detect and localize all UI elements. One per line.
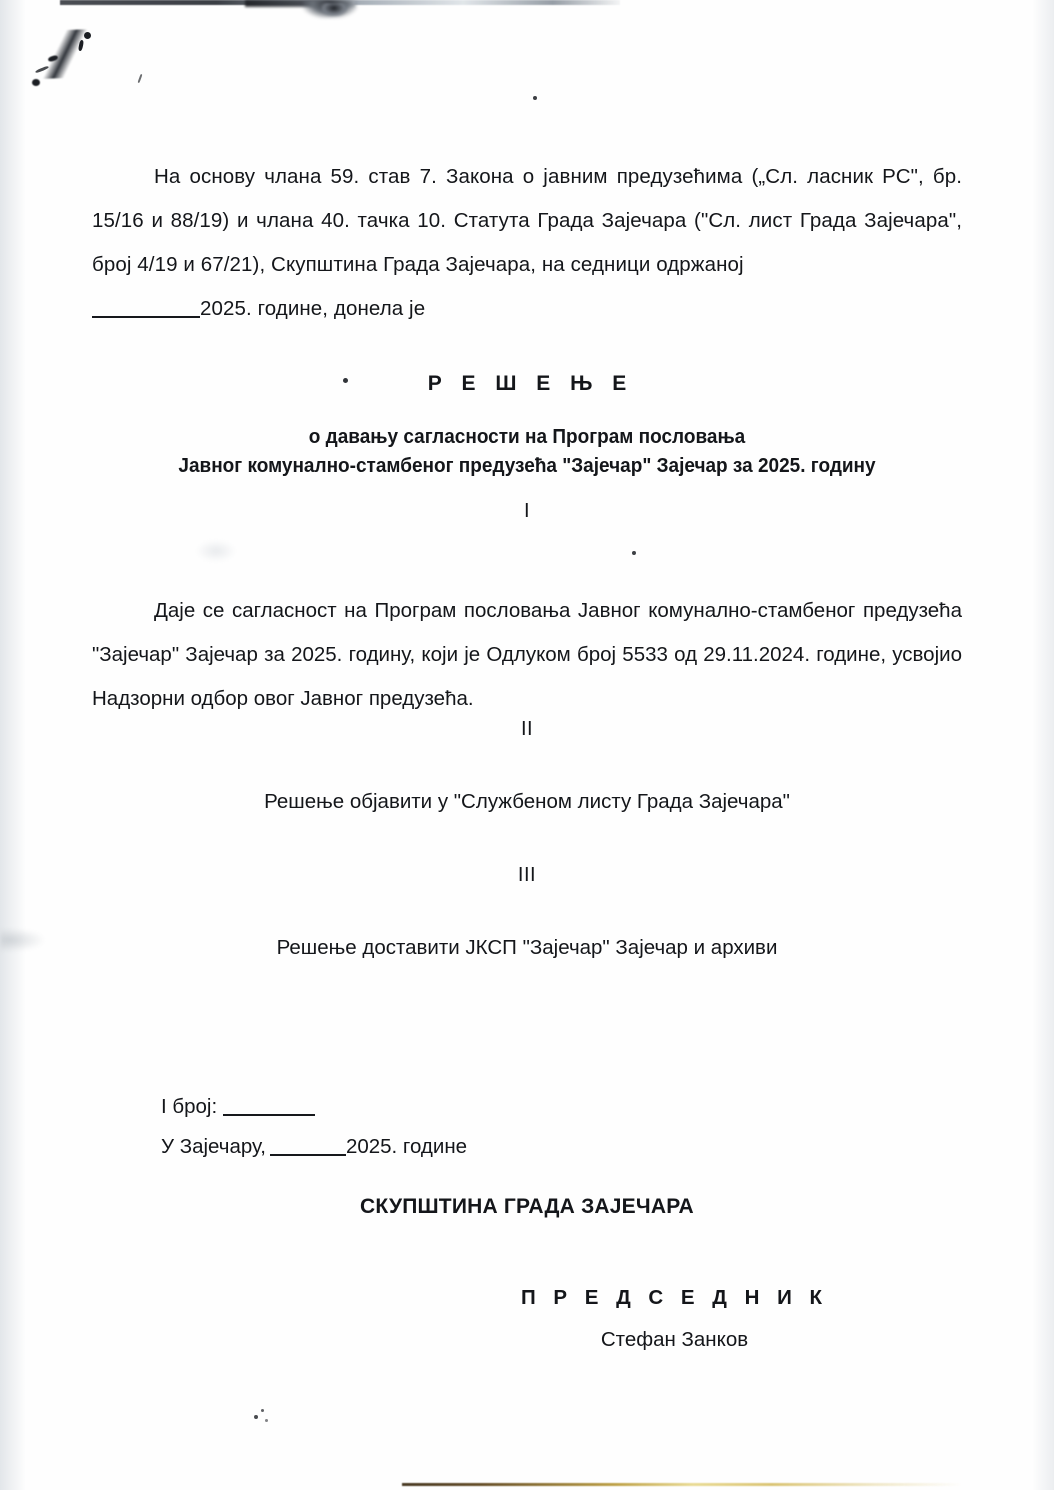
signatory-title: П Р Е Д С Е Д Н И К [520, 1286, 829, 1309]
subtitle-line-1: о давању сагласности на Програм пословања [308, 425, 746, 448]
place-date-row [161, 1127, 467, 1167]
legal-basis-text: На основу члана 59. став 7. Закона о јавним предузећима („Сл. ласник РС", бр. 15/16 и 88/19) и члана 40. тачка 10. Статута Града Зајечара ("Сл. лист Града Зајечара", број 4/19 и 67/21), Скупштина Града Зајечара, на седници одржаној [92, 164, 962, 276]
issuing-authority: СКУПШТИНА ГРАДА ЗАЈЕЧАРА [360, 1195, 694, 1218]
subtitle-line-2: Јавног комунално-стамбеног предузећа "Зајечар" Зајечар за 2025. годину [178, 454, 876, 477]
date-blank-field[interactable] [270, 1154, 346, 1156]
place-label: У Зајечару, [161, 1135, 266, 1158]
signatory-name: Стефан Занков [600, 1328, 749, 1351]
section-1-body: Даје се сагласност на Програм пословања Јавног комунално-стамбеног предузећа "Зајечар" Зајечар за 2025. годину, који је Одлуком број 5533 од 29.11.2024. године, усвојио Надзорни одбор овог Јавног предузећа. [92, 598, 962, 710]
reference-number-blank-field[interactable] [223, 1114, 315, 1116]
section-numeral-3: III [517, 864, 537, 886]
section-3-text: Решење доставити ЈКСП "Зајечар" Зајечар и архиви [276, 936, 778, 959]
section-1-text [92, 589, 962, 721]
document-subtitle [26, 423, 1027, 481]
legal-basis-paragraph [92, 155, 962, 331]
intro-date-blank-field[interactable] [92, 316, 200, 318]
section-numeral-1: I [523, 500, 531, 522]
section-2-text: Решење објавити у "Службеном листу Града Зајечара" [264, 790, 790, 813]
section-numeral-2: II [520, 718, 534, 740]
document-title: Р Е Ш Е Њ Е [427, 372, 634, 396]
reference-number-row [161, 1087, 467, 1127]
legal-basis-suffix: 2025. године, донела је [200, 296, 426, 320]
reference-number-label: I број: [161, 1095, 218, 1118]
document-reference-block [161, 1087, 467, 1167]
year-text: 2025. године [345, 1135, 468, 1158]
